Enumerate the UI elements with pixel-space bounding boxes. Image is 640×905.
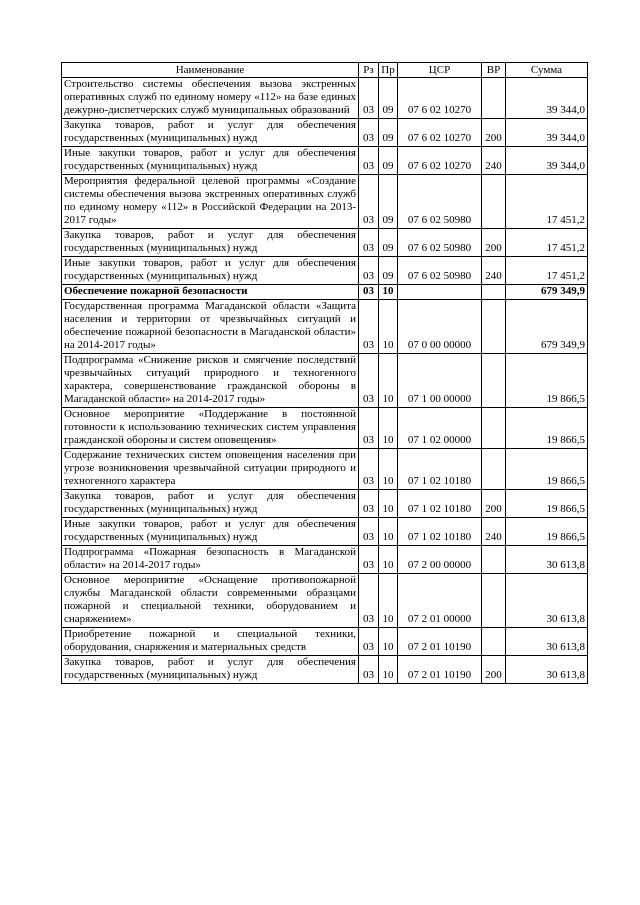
table-row — [62, 257, 588, 285]
cell-pr: 09 — [379, 147, 398, 175]
cell-rz: 03 — [359, 229, 379, 257]
cell-rz: 03 — [359, 449, 379, 490]
cell-csr: 07 2 00 00000 — [398, 546, 482, 574]
header-csr: ЦСР — [398, 63, 482, 78]
cell-sum: 17 451,2 — [506, 229, 588, 257]
table-row — [62, 354, 588, 408]
cell-sum: 30 613,8 — [506, 574, 588, 628]
header-rz: Рз — [359, 63, 379, 78]
cell-rz: 03 — [359, 574, 379, 628]
cell-name: Закупка товаров, работ и услуг для обеспечения государственных (муниципальных) нужд — [62, 656, 359, 684]
cell-rz: 03 — [359, 656, 379, 684]
cell-vr — [482, 574, 506, 628]
table-row — [62, 78, 588, 119]
budget-table — [61, 62, 588, 684]
cell-csr: 07 1 02 10180 — [398, 518, 482, 546]
cell-csr: 07 1 00 00000 — [398, 354, 482, 408]
cell-sum: 39 344,0 — [506, 147, 588, 175]
table-body — [62, 78, 588, 684]
cell-sum: 39 344,0 — [506, 78, 588, 119]
table-row — [62, 546, 588, 574]
cell-csr: 07 1 02 00000 — [398, 408, 482, 449]
table-row — [62, 574, 588, 628]
cell-csr: 07 6 02 50980 — [398, 229, 482, 257]
cell-pr: 09 — [379, 257, 398, 285]
cell-sum: 19 866,5 — [506, 490, 588, 518]
cell-vr — [482, 628, 506, 656]
cell-pr: 10 — [379, 656, 398, 684]
table-row — [62, 300, 588, 354]
cell-pr: 10 — [379, 574, 398, 628]
cell-rz: 03 — [359, 546, 379, 574]
cell-csr: 07 6 02 50980 — [398, 175, 482, 229]
cell-name: Основное мероприятие «Поддержание в постоянной готовности к использованию технических систем управления гражданской обороны и систем оповещения» — [62, 408, 359, 449]
cell-vr: 240 — [482, 518, 506, 546]
cell-name: Основное мероприятие «Оснащение противопожарной службы Магаданской области современными образцами пожарной и специальной техники, оборудованием и снаряжением» — [62, 574, 359, 628]
cell-pr: 10 — [379, 490, 398, 518]
cell-pr: 10 — [379, 546, 398, 574]
cell-rz: 03 — [359, 518, 379, 546]
cell-csr: 07 6 02 50980 — [398, 257, 482, 285]
cell-pr: 09 — [379, 175, 398, 229]
cell-vr — [482, 546, 506, 574]
cell-name: Обеспечение пожарной безопасности — [62, 285, 359, 300]
cell-sum: 679 349,9 — [506, 300, 588, 354]
cell-name: Иные закупки товаров, работ и услуг для обеспечения государственных (муниципальных) нужд — [62, 257, 359, 285]
table-row — [62, 518, 588, 546]
cell-vr — [482, 354, 506, 408]
cell-name: Подпрограмма «Пожарная безопасность в Магаданской области» на 2014-2017 годы» — [62, 546, 359, 574]
cell-csr: 07 2 01 10190 — [398, 628, 482, 656]
table-row — [62, 285, 588, 300]
cell-csr — [398, 285, 482, 300]
cell-sum: 39 344,0 — [506, 119, 588, 147]
cell-vr — [482, 408, 506, 449]
cell-pr: 10 — [379, 285, 398, 300]
cell-csr: 07 2 01 00000 — [398, 574, 482, 628]
cell-csr: 07 6 02 10270 — [398, 78, 482, 119]
cell-sum: 30 613,8 — [506, 628, 588, 656]
table-row — [62, 229, 588, 257]
cell-vr — [482, 175, 506, 229]
cell-name: Закупка товаров, работ и услуг для обеспечения государственных (муниципальных) нужд — [62, 119, 359, 147]
cell-name: Иные закупки товаров, работ и услуг для обеспечения государственных (муниципальных) нужд — [62, 518, 359, 546]
cell-vr — [482, 300, 506, 354]
cell-name: Закупка товаров, работ и услуг для обеспечения государственных (муниципальных) нужд — [62, 229, 359, 257]
header-vr: ВР — [482, 63, 506, 78]
cell-pr: 09 — [379, 119, 398, 147]
cell-rz: 03 — [359, 285, 379, 300]
cell-vr: 200 — [482, 119, 506, 147]
cell-sum: 17 451,2 — [506, 175, 588, 229]
cell-sum: 30 613,8 — [506, 656, 588, 684]
table-row — [62, 628, 588, 656]
table-row — [62, 147, 588, 175]
cell-name: Приобретение пожарной и специальной техники, оборудования, снаряжения и материальных средств — [62, 628, 359, 656]
cell-pr: 10 — [379, 628, 398, 656]
table-header-row — [62, 63, 588, 78]
cell-sum: 19 866,5 — [506, 354, 588, 408]
cell-pr: 10 — [379, 518, 398, 546]
cell-sum: 19 866,5 — [506, 408, 588, 449]
cell-name: Иные закупки товаров, работ и услуг для обеспечения государственных (муниципальных) нужд — [62, 147, 359, 175]
cell-pr: 09 — [379, 78, 398, 119]
cell-vr — [482, 78, 506, 119]
cell-pr: 09 — [379, 229, 398, 257]
cell-rz: 03 — [359, 354, 379, 408]
cell-sum: 679 349,9 — [506, 285, 588, 300]
cell-vr: 200 — [482, 656, 506, 684]
cell-sum: 17 451,2 — [506, 257, 588, 285]
cell-csr: 07 1 02 10180 — [398, 449, 482, 490]
cell-pr: 10 — [379, 354, 398, 408]
cell-vr: 200 — [482, 490, 506, 518]
cell-rz: 03 — [359, 78, 379, 119]
table-row — [62, 408, 588, 449]
cell-name: Подпрограмма «Снижение рисков и смягчение последствий чрезвычайных ситуаций природного и техногенного характера, совершенствование гражданской обороны в Магаданской области» на 2014-2017 годы» — [62, 354, 359, 408]
cell-csr: 07 2 01 10190 — [398, 656, 482, 684]
cell-sum: 19 866,5 — [506, 518, 588, 546]
cell-pr: 10 — [379, 408, 398, 449]
cell-name: Строительство системы обеспечения вызова экстренных оперативных служб по единому номеру «112» на базе единых дежурно-диспетчерских служб муниципальных образований — [62, 78, 359, 119]
cell-rz: 03 — [359, 300, 379, 354]
cell-csr: 07 1 02 10180 — [398, 490, 482, 518]
cell-vr — [482, 285, 506, 300]
header-sum: Сумма — [506, 63, 588, 78]
table-row — [62, 449, 588, 490]
cell-sum: 19 866,5 — [506, 449, 588, 490]
table-row — [62, 175, 588, 229]
cell-rz: 03 — [359, 175, 379, 229]
cell-name: Содержание технических систем оповещения населения при угрозе возникновения чрезвычайной ситуации природного и техногенного характера — [62, 449, 359, 490]
cell-rz: 03 — [359, 119, 379, 147]
cell-vr: 200 — [482, 229, 506, 257]
cell-rz: 03 — [359, 628, 379, 656]
cell-csr: 07 6 02 10270 — [398, 119, 482, 147]
table-row — [62, 119, 588, 147]
cell-vr: 240 — [482, 147, 506, 175]
cell-rz: 03 — [359, 147, 379, 175]
cell-rz: 03 — [359, 408, 379, 449]
header-pr: Пр — [379, 63, 398, 78]
cell-rz: 03 — [359, 257, 379, 285]
cell-name: Мероприятия федеральной целевой программы «Создание системы обеспечения вызова экстренных оперативных служб по единому номеру «112» в Российской Федерации на 2013-2017 годы» — [62, 175, 359, 229]
cell-name: Закупка товаров, работ и услуг для обеспечения государственных (муниципальных) нужд — [62, 490, 359, 518]
table-row — [62, 490, 588, 518]
cell-vr — [482, 449, 506, 490]
cell-pr: 10 — [379, 449, 398, 490]
cell-csr: 07 6 02 10270 — [398, 147, 482, 175]
cell-sum: 30 613,8 — [506, 546, 588, 574]
cell-vr: 240 — [482, 257, 506, 285]
cell-name: Государственная программа Магаданской области «Защита населения и территории от чрезвычайных ситуаций и обеспечение пожарной безопасности в Магаданской области» на 2014-2017 годы» — [62, 300, 359, 354]
table-row — [62, 656, 588, 684]
header-name: Наименование — [62, 63, 359, 78]
cell-csr: 07 0 00 00000 — [398, 300, 482, 354]
cell-rz: 03 — [359, 490, 379, 518]
cell-pr: 10 — [379, 300, 398, 354]
